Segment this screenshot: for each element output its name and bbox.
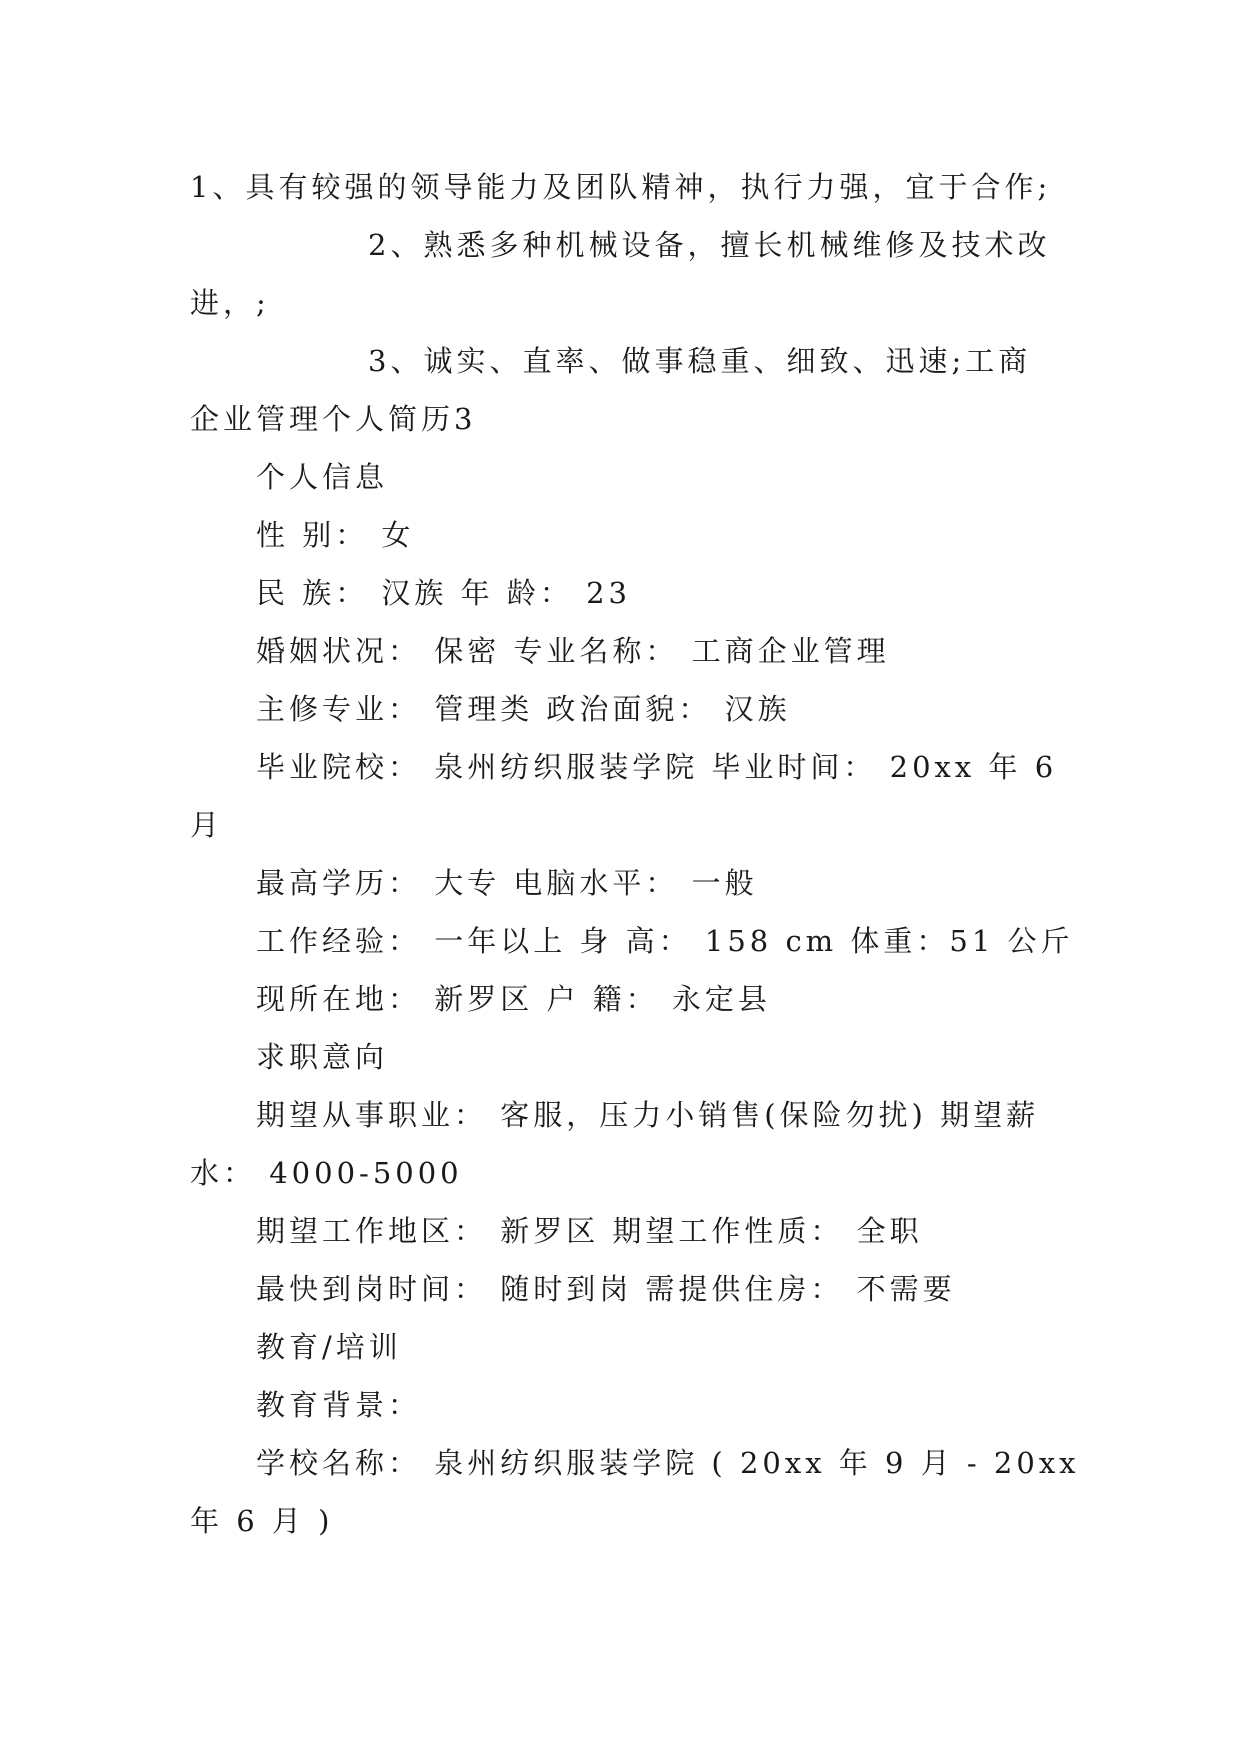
section-heading-personal-info: 个人信息 [256, 460, 389, 494]
field-ethnicity-age: 民 族： 汉族 年 龄： 23 [256, 576, 631, 610]
subheading-education-background: 教育背景： [256, 1388, 422, 1422]
field-start-housing: 最快到岗时间： 随时到岗 需提供住房： 不需要 [256, 1272, 956, 1306]
paragraph-line: 2、熟悉多种机械设备，擅长机械维修及技术改 [368, 228, 1051, 262]
field-school-name-period: 学校名称： 泉州纺织服装学院 ( 20xx 年 9 月 - 20xx [256, 1446, 1080, 1480]
field-desired-job-salary: 期望从事职业： 客服，压力小销售(保险勿扰) 期望薪 [256, 1098, 1040, 1132]
section-heading-job-intent: 求职意向 [256, 1040, 389, 1074]
field-desired-area-type: 期望工作地区： 新罗区 期望工作性质： 全职 [256, 1214, 923, 1248]
field-education-computer: 最高学历： 大专 电脑水平： 一般 [256, 866, 758, 900]
paragraph-line: 1、具有较强的领导能力及团队精神，执行力强，宜于合作; [190, 170, 1052, 204]
paragraph-line: 3、诚实、直率、做事稳重、细致、迅速;工商 [368, 344, 1032, 378]
field-desired-salary-cont: 水： 4000-5000 [190, 1156, 463, 1190]
document-body [190, 158, 1080, 1550]
field-specialty-political: 主修专业： 管理类 政治面貌： 汉族 [256, 692, 791, 726]
field-school-graduation-cont: 月 [190, 808, 224, 842]
field-marital-major: 婚姻状况： 保密 专业名称： 工商企业管理 [256, 634, 890, 668]
field-location-hukou: 现所在地： 新罗区 户 籍： 永定县 [256, 982, 771, 1016]
field-school-graduation: 毕业院校： 泉州纺织服装学院 毕业时间： 20xx 年 6 [256, 750, 1058, 784]
section-heading-education: 教育/培训 [256, 1330, 402, 1364]
field-experience-height-weight: 工作经验： 一年以上 身 高： 158 cm 体重：51 公斤 [256, 924, 1074, 958]
field-school-period-cont: 年 6 月 ) [190, 1504, 334, 1538]
resume-title: 企业管理个人简历3 [190, 402, 477, 436]
field-gender: 性 别： 女 [256, 518, 415, 552]
paragraph-line: 进，; [190, 286, 270, 320]
